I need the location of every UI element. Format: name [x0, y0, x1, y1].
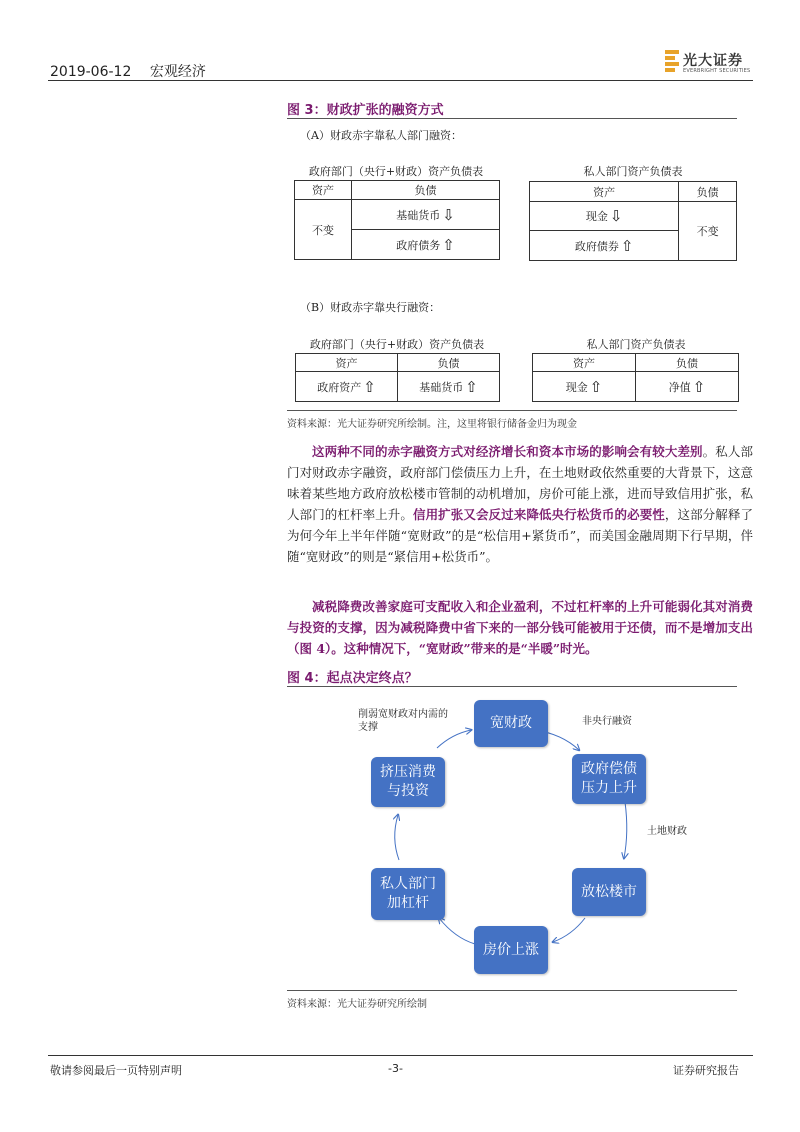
- figure4-source: 资料来源：光大证券研究所绘制: [287, 999, 427, 1010]
- col-liability: 负债: [398, 354, 500, 372]
- body-paragraph-2: [287, 596, 753, 659]
- highlight-text: 信用扩张又会反过来降低央行松货币的必要性: [412, 507, 665, 522]
- arrow-n4-n5: [439, 918, 475, 944]
- partA-gov-table-title: 政府部门（央行+财政）资产负债表: [308, 165, 484, 178]
- up-arrow-icon: ⇧: [692, 377, 706, 396]
- figure3-source: 资料来源：光大证券研究所绘制。注，这里将银行储备金归为现金: [287, 419, 577, 430]
- col-asset: 资产: [533, 354, 636, 372]
- col-asset: 资产: [295, 181, 352, 200]
- asset-cell: 政府债券 ⇧: [530, 231, 679, 261]
- figure3-title: 图 3：财政扩张的融资方式: [287, 103, 444, 118]
- up-arrow-icon: ⇧: [442, 235, 455, 254]
- footer-disclaimer: 敬请参阅最后一页特别声明: [50, 1064, 182, 1077]
- label-land-finance: 土地财政: [647, 826, 687, 837]
- liability-cell: 基础货币 ⇧: [398, 372, 500, 402]
- report-date: 2019-06-12: [50, 64, 132, 80]
- node-gov-debt-pressure: 政府偿债压力上升: [572, 754, 646, 804]
- report-header: [50, 61, 220, 81]
- liability-cell: 不变: [679, 202, 737, 261]
- figure3-bottom-rule: [287, 410, 737, 411]
- up-arrow-icon: ⇧: [363, 377, 376, 396]
- figure3-partA-subtitle: （A）财政赤字靠私人部门融资：: [300, 129, 462, 142]
- liability-cell: 净值 ⇧: [636, 372, 739, 402]
- liability-cell: 政府债务 ⇧: [352, 230, 500, 260]
- col-asset: 资产: [530, 182, 679, 202]
- figure4-title: 图 4：起点决定终点？: [287, 671, 418, 686]
- partB-private-table-title: 私人部门资产负债表: [586, 338, 686, 351]
- up-arrow-icon: ⇧: [589, 377, 603, 396]
- footer-divider: [48, 1055, 753, 1056]
- label-weaken-support: 削弱宽财政对内需的支撑: [358, 709, 448, 733]
- figure4-rule: [287, 686, 737, 687]
- footer-report-type: 证券研究报告: [673, 1064, 739, 1077]
- col-liability: 负债: [636, 354, 739, 372]
- down-arrow-icon: ⇩: [609, 207, 623, 225]
- figure3-rule: [287, 118, 737, 119]
- node-wide-fiscal: 宽财政: [474, 700, 548, 747]
- partB-gov-balance-sheet: [295, 353, 500, 402]
- node-loosen-property: 放松楼市: [572, 868, 646, 916]
- highlight-text: 减税降费改善家庭可支配收入和企业盈利，不过杠杆率的上升可能弱化其对消费与投资的支撑，因为减税降费中省下来的一部分钱可能被用于还债，而不是增加支出（图 4）。这种情况下，“宽财政”带来的是“半暖”时光。: [287, 599, 753, 656]
- node-crowd-out: 挤压消费与投资: [371, 757, 445, 807]
- asset-cell: 现金 ⇧: [533, 372, 636, 402]
- label-non-central-bank: 非央行融资: [582, 716, 632, 727]
- up-arrow-icon: ⇧: [465, 377, 478, 396]
- col-liability: 负债: [679, 182, 737, 202]
- arrow-n5-n6: [395, 815, 399, 860]
- down-arrow-icon: ⇩: [442, 205, 455, 224]
- body-paragraph-1: [287, 441, 753, 567]
- arrow-n3-n4: [553, 918, 585, 942]
- figure4-bottom-rule: [287, 990, 737, 991]
- body-text: 。私人部门对财政赤字融资，政府部门偿债压力上升，在土地财政依然重要的大背景下，这意味着某些地方政府放松楼市管制的动机增加，房价可能上涨，进而导致信用扩张，私人部门的杠杆率上升。: [287, 444, 753, 522]
- partA-gov-balance-sheet: [294, 180, 500, 260]
- logo-mark-icon: [665, 50, 679, 74]
- liability-cell: 基础货币 ⇩: [352, 200, 500, 230]
- col-asset: 资产: [296, 354, 398, 372]
- up-arrow-icon: ⇧: [620, 236, 634, 255]
- report-category: 宏观经济: [149, 64, 206, 80]
- node-private-leverage: 私人部门加杠杆: [371, 868, 445, 920]
- partB-gov-table-title: 政府部门（央行+财政）资产负债表: [309, 338, 485, 351]
- partA-private-table-title: 私人部门资产负债表: [583, 165, 683, 178]
- partA-private-balance-sheet: [529, 181, 737, 261]
- company-logo: [665, 50, 755, 78]
- asset-cell: 现金 ⇩: [530, 202, 679, 231]
- logo-subtext: EVERBRIGHT SECURITIES: [683, 68, 751, 74]
- body-text: ，这部分解释了为何今年上半年伴随“宽财政”的是“松信用+紧货币”，而美国金融周期下行早期，伴随“宽财政”的则是“紧信用+松货币”。: [287, 507, 753, 564]
- partB-private-balance-sheet: [532, 353, 739, 402]
- asset-cell: 不变: [295, 200, 352, 260]
- node-house-price-rise: 房价上涨: [474, 926, 548, 974]
- figure3-partB-subtitle: （B）财政赤字靠央行融资：: [300, 301, 441, 314]
- header-divider: [48, 80, 753, 81]
- highlight-text: 这两种不同的赤字融资方式对经济增长和资本市场的影响会有较大差别: [312, 444, 703, 459]
- page-number: -3-: [388, 1062, 403, 1075]
- col-liability: 负债: [352, 181, 500, 200]
- logo-text: 光大证券: [683, 53, 743, 69]
- asset-cell: 政府资产 ⇧: [296, 372, 398, 402]
- arrow-n2-n3: [624, 802, 627, 858]
